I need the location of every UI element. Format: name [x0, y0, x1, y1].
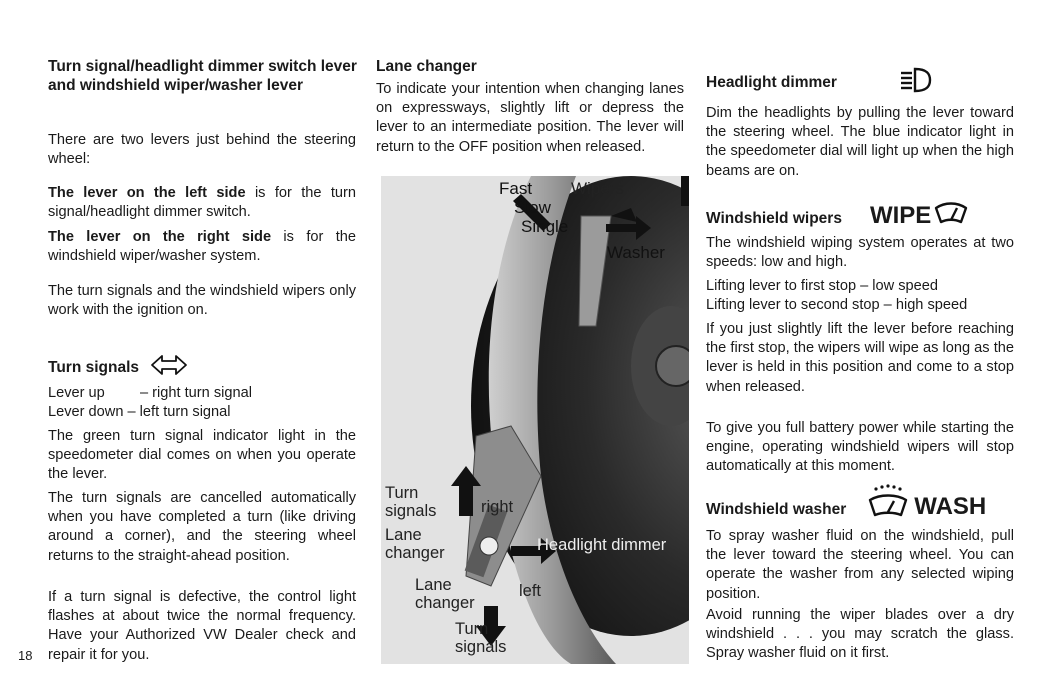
photo-label-lane-changer: Lane changer: [385, 526, 445, 562]
wipers-heading: [706, 200, 1016, 231]
dimmer-text: Dim the headlights by pulling the lever toward the steering wheel. The blue indicator light in the speedometer dial will light up when the high beams are on.: [706, 105, 1014, 179]
lever-up-line: [48, 384, 356, 403]
photo-label-turn-signals: Turn signals: [385, 484, 437, 520]
first-stop-text: Lifting lever to first stop – low speed: [706, 278, 938, 294]
right-lever-bold: The lever on the right side: [48, 229, 272, 245]
lane-changer-title: Lane changer: [376, 58, 477, 75]
wash-symbol-text: WASH: [914, 492, 987, 520]
photo-label-right: right: [481, 498, 514, 516]
second-stop-text: Lifting lever to second stop – high speed: [706, 297, 968, 313]
left-lever-text: [48, 184, 356, 222]
photo-label-single: Single: [521, 217, 569, 236]
high-beam-icon: [899, 66, 933, 99]
washer-text: To spray washer fluid on the windshield, pull the lever toward the steering wheel. You can operate the washer from any selected wiping position.: [706, 528, 1014, 602]
dimmer-heading: [706, 66, 1016, 99]
photo-label-headlight-dimmer: Headlight dimmer: [537, 536, 667, 554]
section-title: Turn signal/headlight dimmer switch lever and windshield wiper/washer lever: [48, 58, 357, 94]
turn-signals-title: Turn signals: [48, 359, 140, 376]
photo-label-slow: Slow: [514, 198, 551, 217]
wiper-icon: [933, 200, 969, 231]
left-lever-bold: The lever on the left side: [48, 185, 246, 201]
turn-signals-heading: [48, 352, 189, 383]
photo-label-left: left: [519, 582, 542, 600]
photo-label-lane-changer-2: Lane changer: [415, 576, 475, 612]
washer-icon: [866, 484, 910, 525]
turn-signal-arrows-icon: [149, 352, 189, 383]
indicator-text: The green turn signal indicator light in the speedometer dial comes on when you operate the lever.: [48, 428, 356, 483]
steering-column-photo: [381, 176, 689, 664]
left-lever-rest: is for the turn signal/headlight dimmer switch.: [48, 185, 356, 221]
wipers-text: The windshield wiping system operates at two speeds: low and high.: [706, 235, 1014, 271]
dimmer-title: Headlight dimmer: [706, 74, 837, 91]
right-lever-rest: is for the windshield wiper/washer system.: [48, 229, 356, 265]
lever-down-line: Lever down – left turn signal: [48, 404, 231, 420]
defective-text: If a turn signal is defective, the control light flashes at about twice the normal frequency. Have your Authorized VW Dealer check and repair it for you.: [48, 589, 356, 663]
photo-label-washer: Washer: [607, 243, 665, 262]
intro-text: There are two levers just behind the steering wheel:: [48, 132, 356, 168]
slight-lift-text: If you just slightly lift the lever before reaching the first stop, the wipers will wipe as long as the lever is held in this position and come to a stop when released.: [706, 321, 1014, 395]
page-number: 18: [18, 648, 33, 663]
photo-label-turn-signals-2: Turn signals: [455, 620, 507, 656]
washer-title: Windshield washer: [706, 501, 847, 518]
wipe-symbol-text: WIPE: [869, 201, 932, 229]
lever-up-value: – right turn signal: [140, 385, 252, 401]
washer-heading: [706, 484, 1016, 525]
lever-up-label: Lever up: [48, 385, 105, 401]
lane-changer-text: To indicate your intention when changing lanes on expressways, slightly lift or depress the lever to an intermediate position. The lever will return to the OFF position when released.: [376, 81, 684, 155]
cancel-text: The turn signals are cancelled automatically when you have completed a turn (like driving around a corner), and the steering wheel returns to the straight-ahead position.: [48, 490, 356, 564]
photo-label-fast: Fast: [499, 179, 533, 198]
photo-label-wipers: Wipers: [571, 179, 624, 198]
right-lever-text: [48, 228, 356, 266]
ignition-text: The turn signals and the windshield wipers only work with the ignition on.: [48, 283, 356, 319]
battery-text: To give you full battery power while starting the engine, operating windshield wipers will stop automatically at this moment.: [706, 420, 1014, 475]
wipers-title: Windshield wipers: [706, 210, 842, 227]
avoid-text: Avoid running the wiper blades over a dry windshield . . . you may scratch the glass. Spray washer fluid on it first.: [706, 607, 1014, 662]
